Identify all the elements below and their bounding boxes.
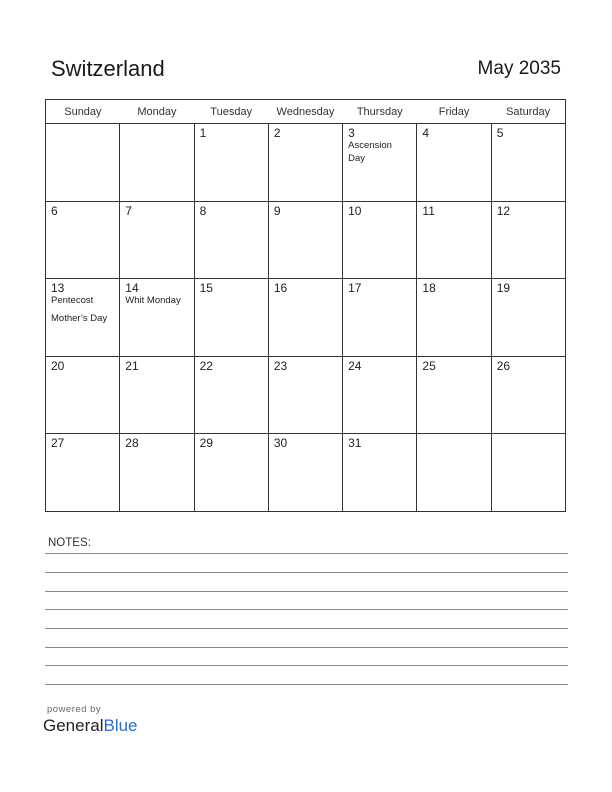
- weekday-tuesday: Tuesday: [194, 100, 268, 124]
- empty-day-cell: [491, 434, 565, 512]
- day-number: 13: [51, 281, 65, 296]
- empty-day-cell: [46, 124, 120, 202]
- calendar-week-row: [46, 434, 566, 512]
- day-cell: [491, 356, 565, 434]
- note-line: [45, 684, 568, 685]
- day-cell: [194, 279, 268, 357]
- brand-general: General: [43, 716, 104, 735]
- day-cell: [46, 201, 120, 279]
- day-number: 22: [199, 358, 213, 373]
- day-number: 21: [125, 358, 139, 373]
- day-cell: [417, 201, 491, 279]
- day-number: 7: [125, 203, 132, 218]
- note-line: [45, 665, 568, 666]
- day-number: 28: [125, 436, 139, 451]
- holiday-label: Whit Monday: [125, 295, 181, 307]
- day-number: 4: [422, 126, 430, 140]
- day-number: 1: [199, 126, 207, 140]
- day-number: 19: [496, 281, 511, 296]
- empty-day-cell: [120, 124, 194, 202]
- day-cell: [417, 279, 491, 357]
- day-number: 6: [51, 203, 58, 218]
- weekday-header-row: [46, 100, 566, 124]
- day-cell: [120, 356, 194, 434]
- day-cell: [46, 356, 120, 434]
- day-number: 30: [273, 436, 288, 451]
- day-number: 15: [199, 281, 213, 296]
- day-cell: [343, 201, 417, 279]
- calendar-week-row: [46, 356, 566, 434]
- day-cell: [120, 434, 194, 512]
- day-number: 10: [348, 203, 362, 218]
- day-cell: [46, 279, 120, 357]
- day-cell: [268, 201, 342, 279]
- day-cell: [120, 279, 194, 357]
- day-number: 23: [273, 358, 288, 373]
- note-line: [45, 553, 568, 554]
- day-cell: [268, 279, 342, 357]
- day-cell: [343, 434, 417, 512]
- day-number: 5: [496, 126, 504, 140]
- calendar-country-title: Switzerland: [51, 56, 165, 81]
- calendar-grid: [45, 99, 566, 512]
- day-cell: [120, 201, 194, 279]
- day-cell: [343, 124, 417, 202]
- note-line: [45, 628, 568, 629]
- weekday-wednesday: Wednesday: [268, 100, 342, 124]
- day-number: 18: [422, 281, 436, 296]
- calendar-week-row: [46, 279, 566, 357]
- calendar-week-row: [46, 124, 566, 202]
- notes-label: NOTES:: [48, 537, 91, 549]
- day-cell: [268, 124, 342, 202]
- day-cell: [194, 201, 268, 279]
- day-cell: [194, 124, 268, 202]
- day-number: 16: [273, 281, 288, 296]
- day-number: 24: [348, 358, 362, 373]
- note-line: [45, 609, 568, 610]
- weekday-thursday: Thursday: [343, 100, 417, 124]
- weekday-saturday: Saturday: [491, 100, 565, 124]
- holiday-label: Pentecost: [51, 295, 94, 307]
- day-number: 8: [199, 203, 207, 218]
- day-cell: [194, 356, 268, 434]
- day-number: 26: [496, 358, 511, 373]
- day-number: 20: [51, 358, 65, 373]
- day-number: 3: [348, 126, 355, 140]
- weekday-sunday: Sunday: [46, 100, 120, 124]
- day-number: 25: [422, 358, 436, 373]
- brand-blue: Blue: [103, 716, 138, 735]
- day-cell: [417, 124, 491, 202]
- calendar-week-row: [46, 201, 566, 279]
- day-number: 11: [422, 203, 435, 218]
- day-number: 17: [348, 281, 362, 296]
- day-number: 14: [125, 281, 139, 296]
- note-line: [45, 572, 568, 573]
- day-number: 12: [496, 203, 511, 218]
- generalblue-logo[interactable]: [43, 716, 138, 736]
- day-cell: [491, 124, 565, 202]
- weekday-friday: Friday: [417, 100, 491, 124]
- day-cell: [343, 279, 417, 357]
- powered-by-text: powered by: [47, 704, 102, 715]
- day-number: 27: [51, 436, 65, 451]
- day-cell: [343, 356, 417, 434]
- note-line: [45, 647, 568, 648]
- day-cell: [268, 356, 342, 434]
- calendar-month-title: May 2035: [477, 58, 561, 79]
- day-number: 2: [273, 126, 281, 140]
- day-cell: [194, 434, 268, 512]
- holiday-label: Mother’s Day: [51, 312, 108, 324]
- day-number: 9: [273, 203, 281, 218]
- day-cell: [268, 434, 342, 512]
- day-cell: [491, 201, 565, 279]
- day-number: 31: [348, 436, 362, 451]
- note-line: [45, 591, 568, 592]
- day-cell: [417, 356, 491, 434]
- day-cell: [491, 279, 565, 357]
- day-number: 29: [199, 436, 213, 451]
- day-cell: [46, 434, 120, 512]
- holiday-label: Ascension Day: [348, 140, 392, 164]
- weekday-monday: Monday: [120, 100, 194, 124]
- empty-day-cell: [417, 434, 491, 512]
